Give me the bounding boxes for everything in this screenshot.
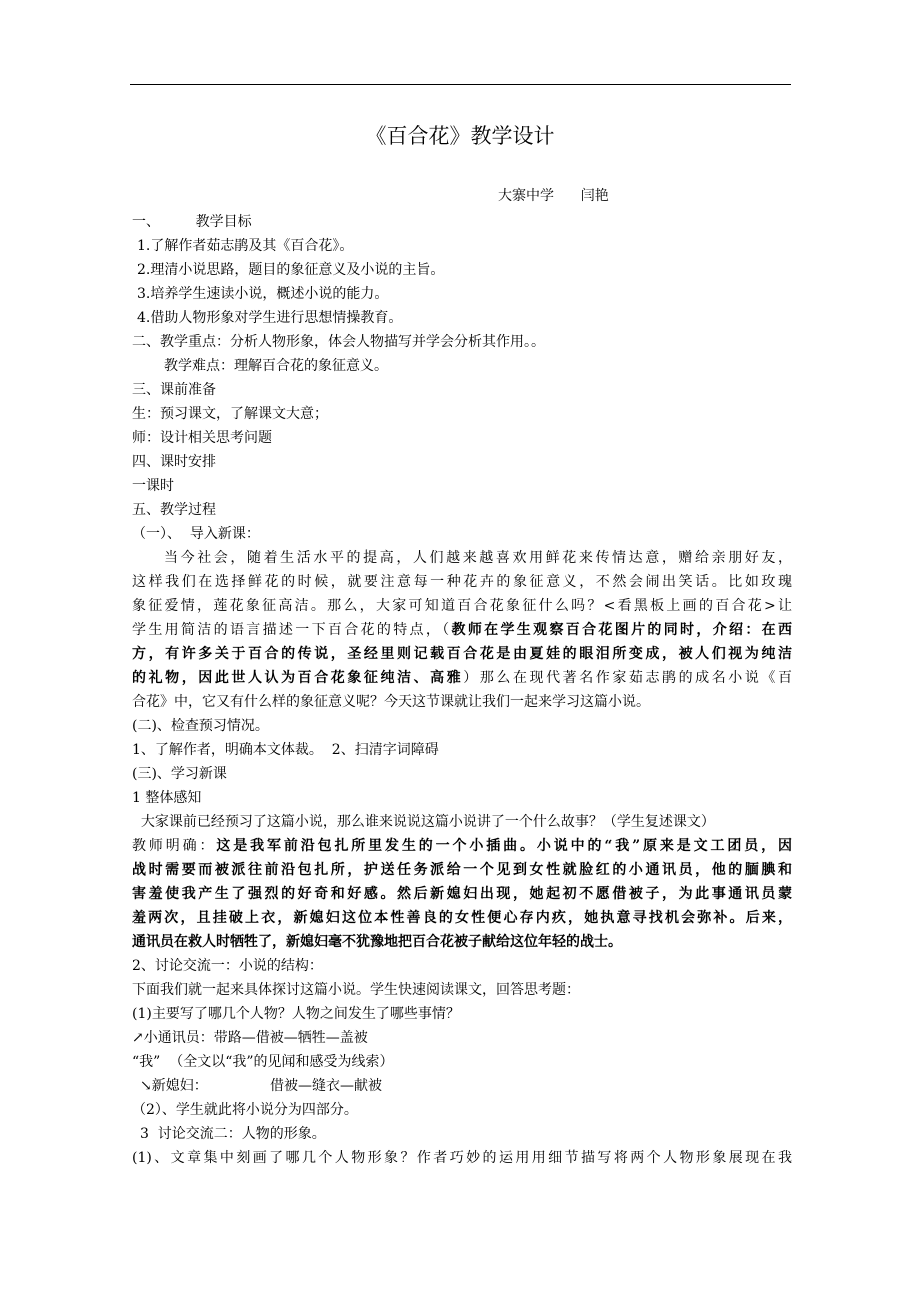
bold-text: 羞两次，且挂破上衣，新媳妇这位本性善良的女性便心存内疚，她执意寻找机会弥补。后来，: [132, 910, 792, 926]
text-line: 一课时: [132, 478, 174, 494]
paragraph-line: 这样我们在选择鲜花的时候，就要注意每一种花卉的象征意义，不然会闹出笑话。比如玫瑰: [132, 574, 792, 590]
text-line: （2）、学生就此将小说分为四部分。: [132, 1102, 358, 1118]
structure-line: “我” （全文以“我”的见闻和感受为线索）: [132, 1054, 394, 1070]
text-line: (1)主要写了哪几个人物？人物之间发生了哪些事情？: [132, 1006, 460, 1022]
structure-line: ↘新媳妇： 借被—缝衣—献被: [140, 1078, 383, 1094]
subsection-heading: (二)、检查预习情况。: [132, 718, 269, 734]
text-span: 教师明确：: [132, 838, 217, 854]
paragraph-line: 合花》中，它又有什么样的象征意义呢？今天这节课就让我们一起来学习这篇小说。: [132, 694, 650, 710]
bold-text: 害羞使我产生了强烈的好奇和好感。然后新媳妇出现，她起初不愿借被子，为此事通讯员蒙: [132, 886, 792, 902]
paragraph-line: [132, 930, 792, 954]
paragraph-line: 大家课前已经预习了这篇小说，那么谁来说说这篇小说讲了一个什么故事？（学生复述课文）: [132, 814, 715, 830]
paragraph-line: [132, 642, 792, 666]
bold-text: 通讯员在救人时牺牲了，新媳妇毫不犹豫地把百合花被子献给这位年轻的战士。: [132, 934, 622, 950]
header-rule: [130, 84, 791, 85]
paragraph-line: [132, 618, 792, 642]
paragraph-line: (1)、文章集中刻画了哪几个人物形象？作者巧妙的运用用细节描写将两个人物形象展现在我: [132, 1150, 792, 1166]
section-heading: 四、课时安排: [132, 454, 216, 470]
subsection-heading: (三)、学习新课: [132, 766, 227, 782]
paragraph-line: [132, 666, 792, 690]
text-line: 1 整体感知: [132, 790, 202, 806]
text-line: 3 讨论交流二：人物的形象。: [140, 1126, 326, 1142]
text-span: ）那么在现代著名作家茹志鹃的成名小说《百: [463, 670, 792, 686]
text-line: 教学难点：理解百合花的象征意义。: [164, 358, 388, 374]
document-title: 《百合花》教学设计: [365, 124, 555, 148]
goal-item: 4.借助人物形象对学生进行思想情操教育。: [137, 310, 403, 326]
goal-item: 3.培养学生速读小说，概述小说的能力。: [137, 286, 389, 302]
paragraph-line: 象征爱情，莲花象征高洁。那么，大家可知道百合花象征什么吗？<看黑板上画的百合花>让: [132, 598, 792, 614]
text-span: 学生用简洁的语言描述一下百合花的特点，（: [132, 622, 452, 638]
text-line: 1、了解作者，明确本文体裁。 2、扫清字词障碍: [132, 742, 439, 758]
bold-text: 教师在学生观察百合花图片的同时，介绍：在西: [451, 622, 792, 638]
section-heading: 二、教学重点：分析人物形象，体会人物描写并学会分析其作用。。: [132, 334, 545, 350]
text-line: 下面我们就一起来具体探讨这篇小说。学生快速阅读课文，回答思考题：: [132, 982, 580, 998]
text-line: 师：设计相关思考问题: [132, 430, 272, 446]
paragraph-line: [132, 906, 792, 930]
goal-item: 1.了解作者茹志鹃及其《百合花》。: [137, 238, 354, 254]
author-line: 大寨中学 闫艳: [498, 188, 609, 204]
paragraph-line: [132, 858, 792, 882]
bold-text: 的礼物，因此世人认为百合花象征纯洁、高雅: [132, 670, 464, 686]
structure-line: ↗小通讯员：带路—借被—牺牲—盖被: [132, 1030, 368, 1046]
bold-text: 这是我军前沿包扎所里发生的一个小插曲。小说中的“我”原来是文工团员，因: [216, 838, 792, 854]
document-body: [132, 210, 792, 1170]
goal-item: 2.理清小说思路，题目的象征意义及小说的主旨。: [137, 262, 445, 278]
bold-text: 战时需要而被派往前沿包扎所，护送任务派给一个见到女性就脸红的小通讯员，他的腼腆和: [132, 862, 792, 878]
paragraph-line: 当今社会，随着生活水平的提高，人们越来越喜欢用鲜花来传情达意，赠给亲朋好友，: [164, 550, 792, 566]
section-heading: 五、教学过程: [132, 502, 216, 518]
text-line: 生：预习课文，了解课文大意；: [132, 406, 328, 422]
paragraph-line: [132, 882, 792, 906]
bold-text: 方，有许多关于百合的传说，圣经里则记载百合花是由夏娃的眼泪所变成，被人们视为纯洁: [132, 646, 792, 662]
section-heading: 三、课前准备: [132, 382, 216, 398]
paragraph-line: [132, 834, 792, 858]
section-heading: 一、 教学目标: [132, 214, 252, 230]
subsection-heading: （一）、 导入新课：: [132, 526, 260, 542]
text-line: 2、讨论交流一：小说的结构：: [132, 958, 323, 974]
